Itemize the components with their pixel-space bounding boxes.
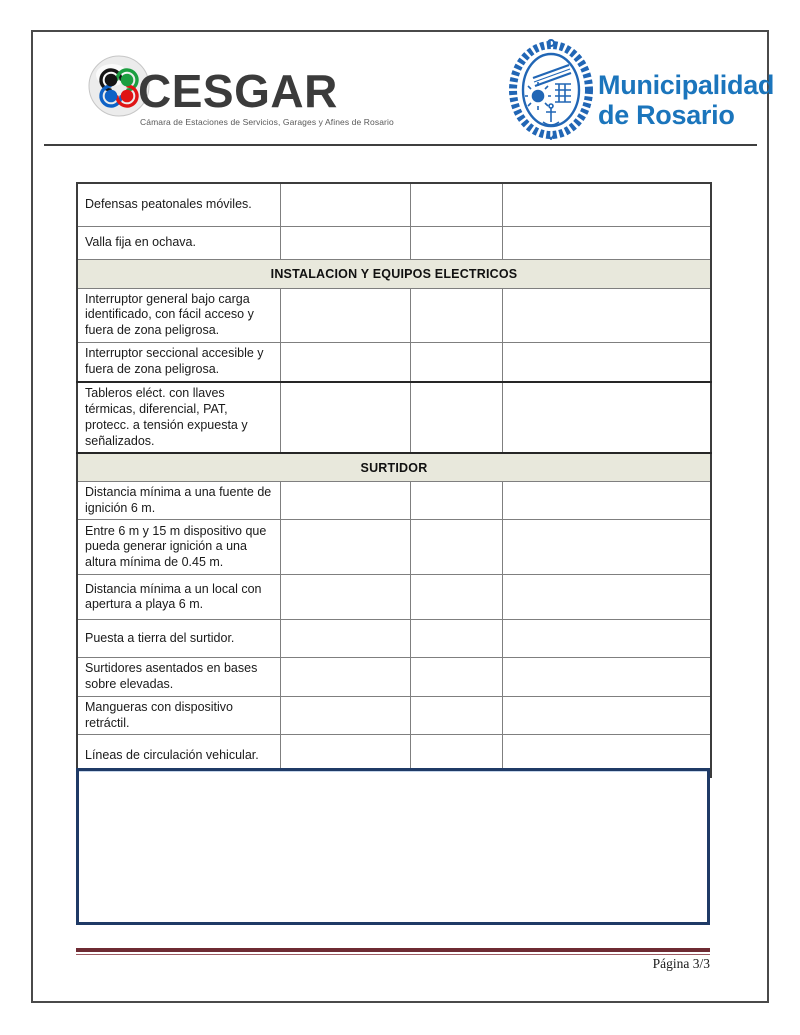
municipality-name-line1: Municipalidad [598,70,775,100]
entry-cell [502,342,711,382]
entry-cell [502,575,711,620]
section-header-label: INSTALACION Y EQUIPOS ELECTRICOS [77,259,711,288]
section-header-row [77,259,711,288]
page-number: Página 3/3 [652,956,710,971]
row-label: Interruptor seccional accesible y fuera de zona peligrosa. [77,342,280,382]
entry-cell [502,288,711,342]
municipality-name [598,70,774,130]
entry-cell [410,382,502,453]
entry-cell [280,575,410,620]
municipality-name-line2: de Rosario [598,100,735,131]
entry-cell [410,288,502,342]
entry-cell [410,481,502,520]
checklist-row [77,520,711,575]
row-label: Entre 6 m y 15 m dispositivo que pueda generar ignición a una altura mínima de 0.45 m. [77,520,280,575]
checklist-row [77,575,711,620]
header-divider [44,144,757,146]
entry-cell [410,696,502,735]
cesgar-tagline: Cámara de Estaciones de Servicios, Garages y Afines de Rosario [140,117,394,127]
entry-cell [280,520,410,575]
row-label: Distancia mínima a una fuente de ignición 6 m. [77,481,280,520]
entry-cell [502,226,711,259]
entry-cell [410,226,502,259]
entry-cell [502,658,711,697]
entry-cell [280,342,410,382]
entry-cell [502,183,711,226]
entry-cell [280,183,410,226]
checklist-table [76,182,712,778]
checklist-row [77,696,711,735]
rosario-crest-icon [507,38,595,140]
checklist-table-wrap [76,182,712,778]
entry-cell [502,620,711,658]
entry-cell [280,620,410,658]
entry-cell [502,481,711,520]
entry-cell [410,575,502,620]
row-label: Interruptor general bajo carga identificado, con fácil acceso y fuera de zona peligrosa. [77,288,280,342]
entry-cell [280,481,410,520]
entry-cell [502,382,711,453]
entry-cell [280,382,410,453]
entry-cell [280,696,410,735]
footer-divider [76,948,710,955]
row-label: Mangueras con dispositivo retráctil. [77,696,280,735]
checklist-row [77,481,711,520]
entry-cell [502,696,711,735]
entry-cell [280,226,410,259]
entry-cell [280,288,410,342]
row-label: Distancia mínima a un local con apertura a playa 6 m. [77,575,280,620]
document-page [31,30,775,1003]
checklist-row [77,183,711,226]
checklist-row [77,658,711,697]
row-label: Tableros eléct. con llaves térmicas, diferencial, PAT, protecc. a tensión expuesta y señalizados. [77,382,280,453]
entry-cell [410,183,502,226]
entry-cell [502,520,711,575]
checklist-row [77,620,711,658]
section-header-row [77,453,711,481]
row-label: Líneas de circulación vehicular. [77,735,280,777]
checklist-row [77,342,711,382]
checklist-row [77,288,711,342]
checklist-row [77,382,711,453]
entry-cell [410,342,502,382]
row-label: Defensas peatonales móviles. [77,183,280,226]
observations-box [76,768,710,925]
entry-cell [410,620,502,658]
entry-cell [410,520,502,575]
entry-cell [280,658,410,697]
checklist-row [77,226,711,259]
entry-cell [410,658,502,697]
cesgar-wordmark: CESGAR [138,65,338,117]
row-label: Valla fija en ochava. [77,226,280,259]
row-label: Surtidores asentados en bases sobre elevadas. [77,658,280,697]
section-header-label: SURTIDOR [77,453,711,481]
row-label: Puesta a tierra del surtidor. [77,620,280,658]
